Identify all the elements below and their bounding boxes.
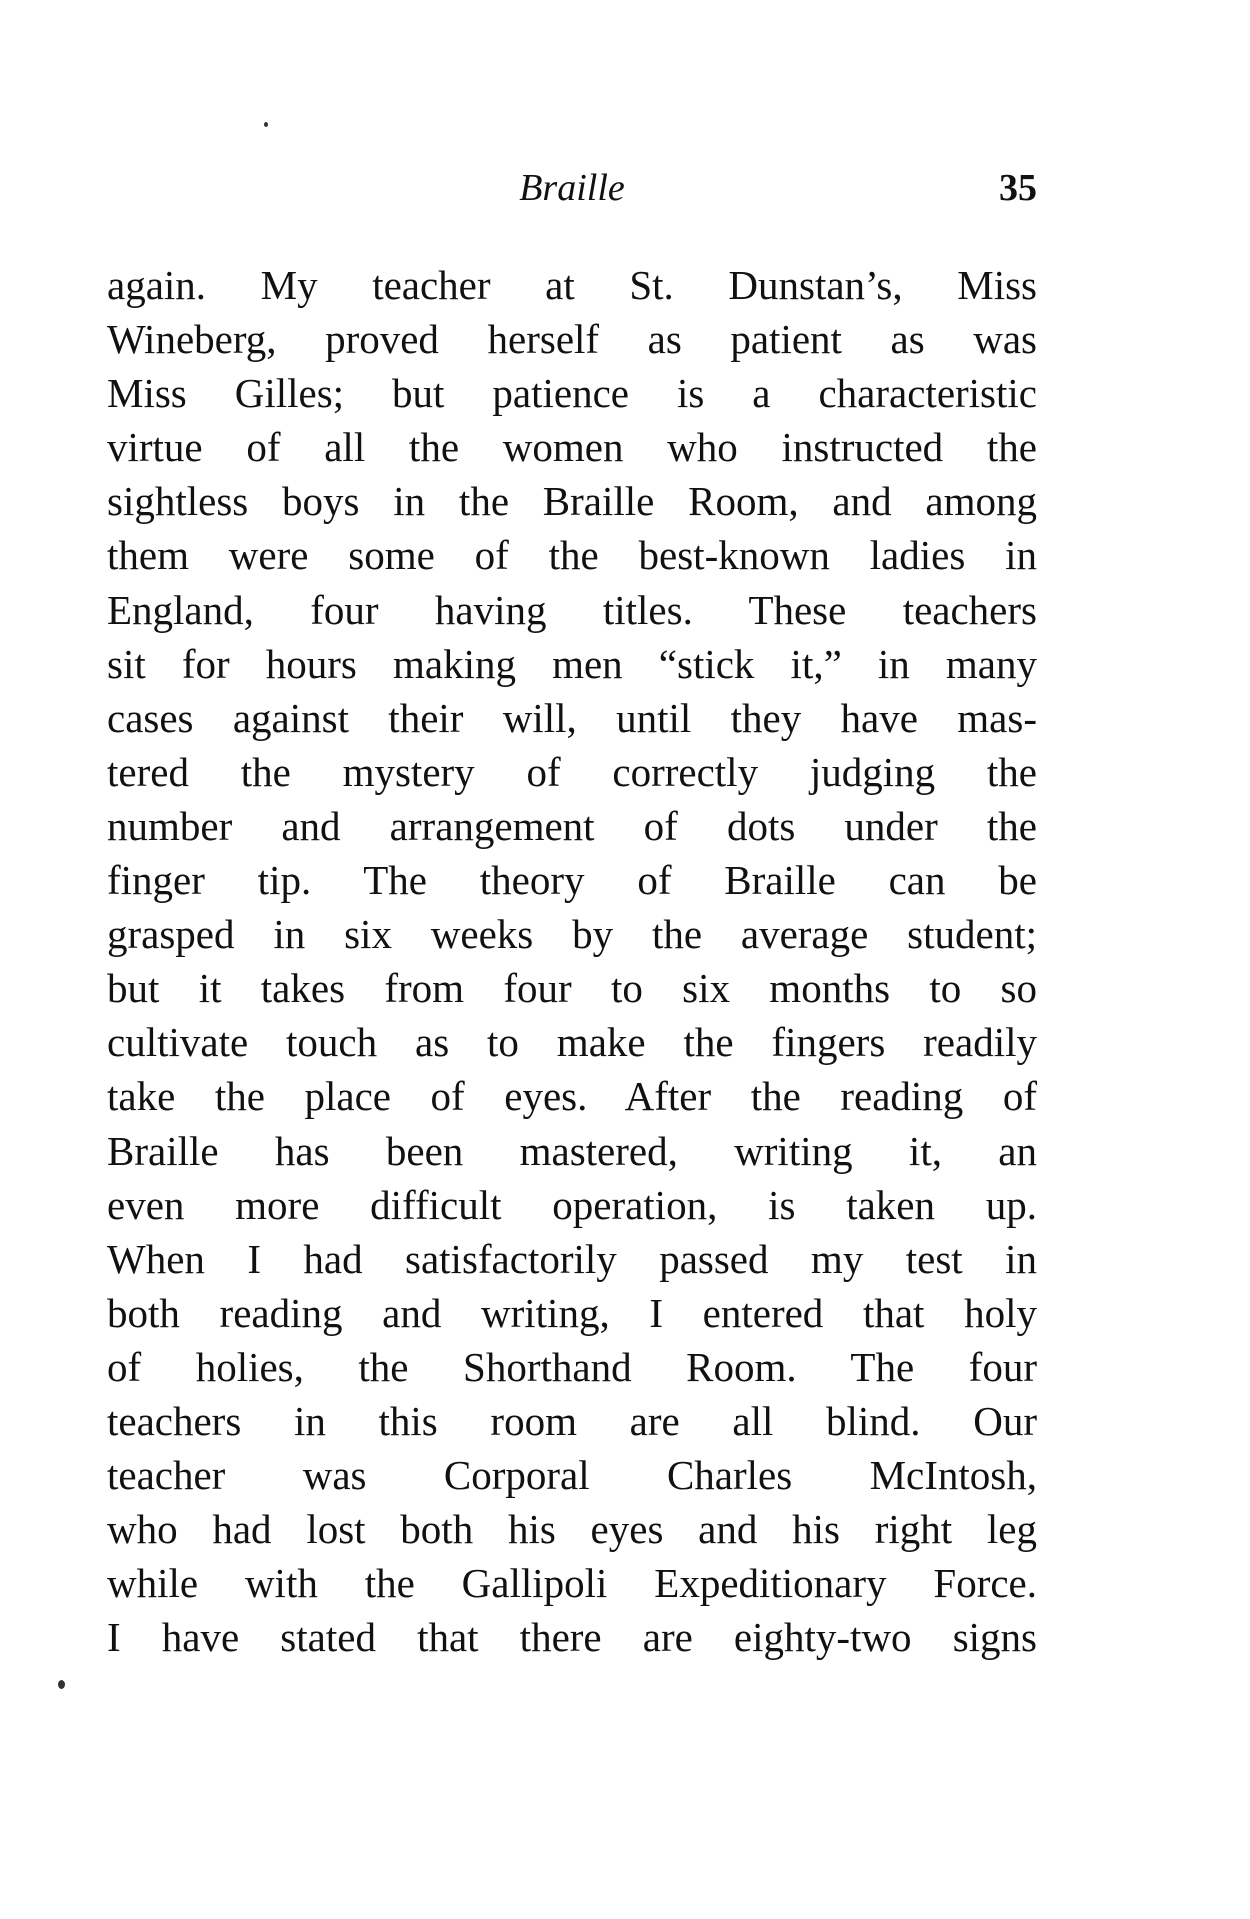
text-line: of holies, the Shorthand Room. The four: [107, 1343, 1037, 1390]
text-line: England, four having titles. These teachers: [107, 586, 1037, 633]
text-line: Braille has been mastered, writing it, an: [107, 1127, 1037, 1174]
text-line: Miss Gilles; but patience is a characteristic: [107, 370, 1037, 417]
text-line: but it takes from four to six months to so: [107, 965, 1037, 1012]
scan-speck: [58, 1680, 65, 1689]
text-line: while with the Gallipoli Expeditionary Force.: [107, 1560, 1037, 1607]
text-line: number and arrangement of dots under the: [107, 802, 1037, 849]
text-line: cultivate touch as to make the fingers readily: [107, 1019, 1037, 1066]
text-line: I have stated that there are eighty-two signs: [107, 1614, 1037, 1661]
scan-speck: [264, 122, 268, 127]
text-line: Wineberg, proved herself as patient as was: [107, 316, 1037, 363]
text-line: teacher was Corporal Charles McIntosh,: [107, 1452, 1037, 1499]
text-line: grasped in six weeks by the average student;: [107, 911, 1037, 958]
text-line: again. My teacher at St. Dunstan’s, Miss: [107, 262, 1037, 308]
text-line: sightless boys in the Braille Room, and among: [107, 478, 1037, 525]
page-number: 35: [999, 167, 1037, 209]
text-line: teachers in this room are all blind. Our: [107, 1397, 1037, 1444]
text-line: even more difficult operation, is taken up.: [107, 1181, 1037, 1228]
body-text: [107, 258, 1037, 1664]
text-line: them were some of the best-known ladies in: [107, 532, 1037, 579]
running-title: Braille: [519, 167, 625, 209]
text-line: finger tip. The theory of Braille can be: [107, 857, 1037, 904]
text-line: cases against their will, until they have mas-: [107, 694, 1037, 741]
text-line: who had lost both his eyes and his right leg: [107, 1506, 1037, 1553]
text-line: virtue of all the women who instructed the: [107, 424, 1037, 471]
text-line: sit for hours making men “stick it,” in many: [107, 640, 1037, 687]
page-header: [107, 166, 1037, 216]
text-line: tered the mystery of correctly judging the: [107, 748, 1037, 795]
text-line: When I had satisfactorily passed my test in: [107, 1235, 1037, 1282]
text-line: both reading and writing, I entered that holy: [107, 1289, 1037, 1336]
text-line: take the place of eyes. After the reading of: [107, 1073, 1037, 1120]
